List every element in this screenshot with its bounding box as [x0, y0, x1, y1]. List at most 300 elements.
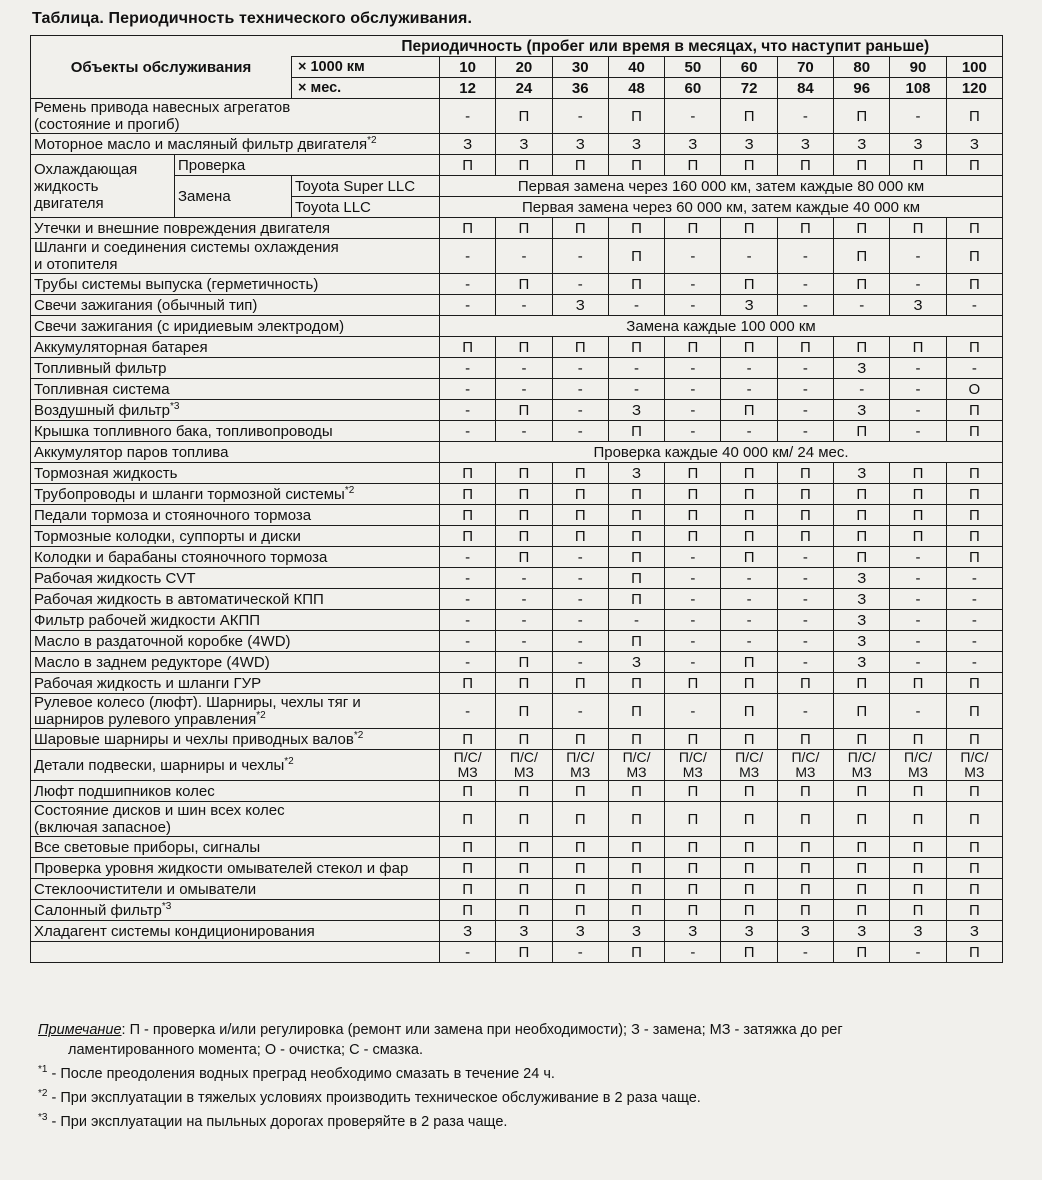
schedule-cell: П — [777, 900, 833, 921]
schedule-cell: П — [608, 155, 664, 176]
schedule-cell: З — [496, 134, 552, 155]
months-unit-label: × мес. — [292, 78, 440, 99]
item-label — [31, 750, 440, 781]
schedule-cell: П — [777, 673, 833, 694]
footnote-mark: *3 — [161, 900, 172, 912]
schedule-cell: П — [496, 652, 552, 673]
schedule-cell: П — [496, 879, 552, 900]
schedule-cell: П — [608, 337, 664, 358]
schedule-cell: П — [834, 781, 890, 802]
item-label — [31, 900, 440, 921]
km-value: 70 — [777, 57, 833, 78]
schedule-cell: - — [552, 568, 608, 589]
schedule-cell: П — [777, 505, 833, 526]
schedule-cell: П — [440, 155, 496, 176]
schedule-cell: П — [552, 673, 608, 694]
schedule-cell: - — [777, 295, 833, 316]
schedule-cell: П — [721, 337, 777, 358]
schedule-cell: П/С/ МЗ — [834, 750, 890, 781]
schedule-cell: П — [834, 673, 890, 694]
schedule-cell: - — [440, 379, 496, 400]
item-label — [31, 442, 440, 463]
schedule-cell: П — [496, 218, 552, 239]
schedule-cell: П — [608, 484, 664, 505]
schedule-cell: П — [890, 781, 946, 802]
schedule-cell: З — [608, 463, 664, 484]
schedule-cell: П — [777, 155, 833, 176]
schedule-cell: П — [552, 858, 608, 879]
schedule-cell: П — [496, 858, 552, 879]
schedule-cell: П — [608, 694, 664, 729]
schedule-cell: П — [946, 942, 1002, 963]
schedule-cell: П — [665, 526, 721, 547]
header-row-period — [31, 36, 1003, 57]
schedule-cell: З — [608, 400, 664, 421]
schedule-cell: З — [946, 134, 1002, 155]
item-label-text: Шаровые шарниры и чехлы приводных валов — [34, 730, 354, 748]
schedule-cell: З — [946, 921, 1002, 942]
schedule-cell: - — [721, 631, 777, 652]
months-value: 60 — [665, 78, 721, 99]
table-row — [31, 694, 1003, 729]
schedule-cell: - — [946, 358, 1002, 379]
schedule-cell: З — [777, 134, 833, 155]
item-label — [31, 484, 440, 505]
schedule-cell: - — [777, 358, 833, 379]
months-value: 108 — [890, 78, 946, 99]
schedule-cell: - — [552, 610, 608, 631]
schedule-cell: П — [721, 547, 777, 568]
footnote-1-text: - После преодоления водных преград необходимо смазать в течение 24 ч. — [47, 1065, 555, 1082]
item-label-text: Воздушный фильтр — [34, 401, 170, 419]
schedule-cell: П — [496, 155, 552, 176]
item-label — [31, 379, 440, 400]
schedule-cell: - — [721, 421, 777, 442]
schedule-cell: З — [721, 134, 777, 155]
period-header: Периодичность (пробег или время в месяцах, что наступит раньше) — [292, 36, 1003, 57]
item-label — [31, 858, 440, 879]
schedule-cell: - — [440, 568, 496, 589]
schedule-cell: - — [946, 295, 1002, 316]
schedule-cell: - — [890, 239, 946, 274]
schedule-cell: П — [721, 505, 777, 526]
schedule-cell: П — [834, 729, 890, 750]
schedule-cell: - — [665, 694, 721, 729]
schedule-cell: З — [834, 568, 890, 589]
km-value: 100 — [946, 57, 1002, 78]
schedule-cell: П — [777, 729, 833, 750]
schedule-cell: - — [777, 379, 833, 400]
table-row — [31, 442, 1003, 463]
schedule-cell: П — [834, 239, 890, 274]
table-row — [31, 610, 1003, 631]
schedule-cell: - — [496, 610, 552, 631]
table-row — [31, 463, 1003, 484]
item-label — [31, 921, 440, 942]
schedule-cell: П — [608, 631, 664, 652]
schedule-cell: - — [440, 942, 496, 963]
schedule-cell: - — [890, 99, 946, 134]
schedule-cell: П — [552, 155, 608, 176]
schedule-cell: П — [946, 729, 1002, 750]
item-label — [31, 547, 440, 568]
schedule-cell: П/С/ МЗ — [777, 750, 833, 781]
schedule-cell: - — [440, 610, 496, 631]
schedule-cell: П — [777, 526, 833, 547]
schedule-cell: - — [440, 274, 496, 295]
schedule-cell: П — [665, 218, 721, 239]
coolant-check-label: Проверка — [175, 155, 440, 176]
table-row — [31, 921, 1003, 942]
schedule-cell: З — [665, 921, 721, 942]
schedule-cell: П — [440, 526, 496, 547]
schedule-cell: П — [721, 484, 777, 505]
schedule-cell: З — [721, 921, 777, 942]
schedule-cell: П — [946, 155, 1002, 176]
item-label — [31, 568, 440, 589]
schedule-cell: П — [834, 484, 890, 505]
schedule-cell: П — [946, 547, 1002, 568]
schedule-cell: П — [946, 400, 1002, 421]
schedule-cell: П/С/ МЗ — [946, 750, 1002, 781]
schedule-cell: З — [777, 921, 833, 942]
table-row — [31, 879, 1003, 900]
item-label-text-2: и отопителя — [34, 256, 118, 273]
schedule-cell: П — [440, 802, 496, 837]
schedule-cell: П — [496, 673, 552, 694]
schedule-cell: П — [946, 781, 1002, 802]
schedule-cell: П — [834, 99, 890, 134]
schedule-cell: П — [777, 879, 833, 900]
schedule-cell: П — [890, 484, 946, 505]
item-label — [31, 134, 440, 155]
km-value: 10 — [440, 57, 496, 78]
footnote-3-text: - При эксплуатации на пыльных дорогах проверяйте в 2 раза чаще. — [47, 1113, 508, 1130]
schedule-cell: П — [496, 337, 552, 358]
schedule-cell: П — [496, 400, 552, 421]
item-label — [31, 295, 440, 316]
schedule-cell: З — [834, 589, 890, 610]
schedule-cell: - — [890, 547, 946, 568]
schedule-cell: - — [665, 568, 721, 589]
item-label-text: Утечки и внешние повреждения двигателя — [34, 219, 331, 237]
schedule-cell: П — [665, 729, 721, 750]
schedule-cell: - — [552, 99, 608, 134]
schedule-cell: - — [721, 568, 777, 589]
schedule-cell: П — [834, 837, 890, 858]
schedule-cell: П — [665, 337, 721, 358]
schedule-cell: - — [890, 358, 946, 379]
schedule-cell: П — [721, 694, 777, 729]
schedule-cell: П — [946, 337, 1002, 358]
schedule-cell: П — [496, 729, 552, 750]
schedule-cell: - — [552, 547, 608, 568]
schedule-cell: - — [777, 99, 833, 134]
schedule-cell: П — [777, 781, 833, 802]
schedule-cell: - — [496, 421, 552, 442]
item-label — [31, 631, 440, 652]
table-row — [31, 484, 1003, 505]
schedule-cell: П — [834, 802, 890, 837]
schedule-cell: - — [946, 589, 1002, 610]
schedule-cell: П — [552, 879, 608, 900]
schedule-cell: - — [890, 400, 946, 421]
schedule-cell: - — [665, 239, 721, 274]
item-label — [31, 400, 440, 421]
item-label — [31, 694, 440, 729]
coolant-label-text: двигателя — [34, 194, 104, 212]
schedule-cell: - — [890, 379, 946, 400]
schedule-cell: П — [721, 400, 777, 421]
item-label — [31, 589, 440, 610]
schedule-cell: - — [890, 694, 946, 729]
schedule-cell: - — [777, 400, 833, 421]
item-label-text: Шланги и соединения системы охлаждения — [34, 239, 339, 256]
schedule-cell: П — [721, 99, 777, 134]
schedule-cell: З — [834, 921, 890, 942]
item-label-text: Аккумулятор паров топлива — [34, 443, 229, 461]
item-label — [31, 673, 440, 694]
schedule-cell: П — [834, 337, 890, 358]
schedule-cell: П/С/ МЗ — [721, 750, 777, 781]
item-label-text: Свечи зажигания (обычный тип) — [34, 296, 258, 314]
table-row — [31, 337, 1003, 358]
item-label — [31, 463, 440, 484]
schedule-cell: П — [665, 484, 721, 505]
schedule-cell: - — [608, 379, 664, 400]
schedule-cell: П — [440, 337, 496, 358]
schedule-cell: - — [496, 239, 552, 274]
schedule-cell: П — [721, 274, 777, 295]
schedule-cell: - — [552, 421, 608, 442]
item-label-text: Рабочая жидкость и шланги ГУР — [34, 674, 262, 692]
table-row — [31, 589, 1003, 610]
schedule-cell: - — [665, 631, 721, 652]
schedule-cell: - — [890, 274, 946, 295]
schedule-cell: П — [946, 858, 1002, 879]
km-value: 50 — [665, 57, 721, 78]
schedule-cell: - — [890, 942, 946, 963]
months-value: 120 — [946, 78, 1002, 99]
schedule-cell: П — [721, 781, 777, 802]
schedule-cell: - — [552, 631, 608, 652]
item-label-text: Салонный фильтр — [34, 901, 162, 919]
schedule-cell: - — [777, 568, 833, 589]
item-label — [31, 802, 440, 837]
schedule-cell: П — [552, 463, 608, 484]
schedule-cell: П — [834, 547, 890, 568]
item-label — [31, 337, 440, 358]
item-label-text: Стеклоочистители и омыватели — [34, 880, 257, 898]
schedule-cell: - — [890, 610, 946, 631]
coolant-replace-label: Замена — [175, 176, 292, 218]
schedule-cell: П — [496, 274, 552, 295]
schedule-cell: - — [552, 400, 608, 421]
schedule-cell: П — [440, 673, 496, 694]
schedule-cell: - — [440, 547, 496, 568]
schedule-cell: П — [496, 526, 552, 547]
super-llc-label: Toyota Super LLC — [292, 176, 440, 197]
schedule-cell: П — [496, 505, 552, 526]
table-row — [31, 316, 1003, 337]
schedule-cell: - — [777, 694, 833, 729]
item-label-text: Фильтр рабочей жидкости АКПП — [34, 611, 261, 629]
schedule-cell: - — [552, 942, 608, 963]
item-label-text-2: (включая запасное) — [34, 819, 171, 836]
schedule-cell: З — [440, 134, 496, 155]
schedule-cell: - — [777, 631, 833, 652]
schedule-cell: П — [834, 694, 890, 729]
item-label-text: Топливная система — [34, 380, 170, 398]
schedule-cell: П — [496, 547, 552, 568]
schedule-cell: П — [440, 837, 496, 858]
schedule-cell: - — [665, 589, 721, 610]
schedule-cell: П — [665, 900, 721, 921]
months-value: 12 — [440, 78, 496, 99]
schedule-cell: - — [721, 358, 777, 379]
schedule-cell: - — [496, 589, 552, 610]
schedule-cell: П — [440, 858, 496, 879]
item-label-text: Ремень привода навесных агрегатов — [34, 99, 291, 116]
schedule-cell: П — [946, 802, 1002, 837]
schedule-cell: - — [608, 295, 664, 316]
schedule-cell: - — [665, 99, 721, 134]
schedule-cell: П — [834, 155, 890, 176]
notes — [38, 1020, 1028, 1131]
schedule-cell: П — [608, 526, 664, 547]
schedule-cell: П — [721, 802, 777, 837]
schedule-cell: П — [608, 274, 664, 295]
footnote-mark: *2 — [284, 755, 294, 767]
schedule-cell: П — [834, 879, 890, 900]
schedule-cell: П — [440, 218, 496, 239]
schedule-cell: П — [440, 781, 496, 802]
schedule-cell: П — [496, 900, 552, 921]
schedule-cell: П — [608, 900, 664, 921]
objects-header: Объекты обслуживания — [31, 36, 292, 99]
schedule-cell: З — [834, 610, 890, 631]
schedule-cell: П — [552, 837, 608, 858]
schedule-cell: З — [552, 295, 608, 316]
months-value: 96 — [834, 78, 890, 99]
table-row — [31, 568, 1003, 589]
item-label-text: Крышка топливного бака, топливопроводы — [34, 422, 333, 440]
km-value: 30 — [552, 57, 608, 78]
schedule-cell: П/С/ МЗ — [496, 750, 552, 781]
schedule-cell: - — [890, 421, 946, 442]
footnote-mark: *2 — [367, 134, 377, 146]
schedule-cell: П — [665, 673, 721, 694]
schedule-cell: З — [834, 358, 890, 379]
schedule-cell: П — [890, 463, 946, 484]
schedule-cell: - — [777, 610, 833, 631]
schedule-cell: П — [777, 337, 833, 358]
schedule-cell: - — [834, 295, 890, 316]
schedule-cell: - — [440, 652, 496, 673]
km-value: 20 — [496, 57, 552, 78]
notes-legend: : П - проверка и/или регулировка (ремонт или замена при необходимости); З - замена; МЗ - затяжка до рег — [121, 1022, 843, 1038]
schedule-cell: П — [608, 421, 664, 442]
schedule-cell: П — [440, 879, 496, 900]
schedule-cell: П — [777, 218, 833, 239]
schedule-cell: П — [721, 673, 777, 694]
schedule-cell: - — [440, 400, 496, 421]
schedule-cell: - — [440, 589, 496, 610]
schedule-cell: - — [890, 568, 946, 589]
coolant-label — [31, 155, 175, 218]
schedule-cell: П — [946, 218, 1002, 239]
schedule-cell: П — [721, 900, 777, 921]
schedule-cell: - — [946, 610, 1002, 631]
schedule-cell: П — [496, 694, 552, 729]
item-label-text: Тормозная жидкость — [34, 464, 178, 482]
schedule-cell: П — [946, 99, 1002, 134]
months-value: 24 — [496, 78, 552, 99]
schedule-cell: - — [777, 421, 833, 442]
super-llc-interval: Первая замена через 160 000 км, затем каждые 80 000 км — [440, 176, 1003, 197]
schedule-cell: П — [834, 942, 890, 963]
schedule-cell: З — [552, 921, 608, 942]
schedule-cell: П — [496, 781, 552, 802]
schedule-cell: З — [665, 134, 721, 155]
schedule-cell: П — [890, 858, 946, 879]
schedule-cell: П — [890, 837, 946, 858]
schedule-cell: - — [665, 379, 721, 400]
item-label-text: Моторное масло и масляный фильтр двигателя — [34, 135, 368, 153]
item-label-text: Детали подвески, шарниры и чехлы — [34, 756, 285, 774]
schedule-cell: З — [890, 921, 946, 942]
footnote-2-mark: *2 — [38, 1087, 48, 1099]
schedule-cell: - — [440, 295, 496, 316]
schedule-cell: П — [834, 858, 890, 879]
footnote-mark: *2 — [344, 484, 355, 496]
schedule-cell: - — [665, 400, 721, 421]
schedule-cell: П — [665, 781, 721, 802]
schedule-cell: - — [608, 358, 664, 379]
schedule-cell: З — [834, 400, 890, 421]
schedule-cell: П — [608, 673, 664, 694]
table-row — [31, 400, 1003, 421]
item-label-text: Масло в раздаточной коробке (4WD) — [34, 632, 291, 650]
llc-label: Toyota LLC — [292, 197, 440, 218]
footnote-3-mark: *3 — [38, 1111, 48, 1123]
schedule-cell: П/С/ МЗ — [665, 750, 721, 781]
months-value: 72 — [721, 78, 777, 99]
table-row — [31, 729, 1003, 750]
schedule-cell: П — [721, 218, 777, 239]
table-row — [31, 781, 1003, 802]
item-label — [31, 526, 440, 547]
schedule-cell: - — [721, 239, 777, 274]
item-label — [31, 879, 440, 900]
schedule-cell: П — [552, 729, 608, 750]
km-value: 40 — [608, 57, 664, 78]
schedule-cell: З — [721, 295, 777, 316]
schedule-cell: П — [552, 526, 608, 547]
schedule-cell: П — [834, 900, 890, 921]
schedule-cell: - — [665, 421, 721, 442]
table-row — [31, 526, 1003, 547]
schedule-cell: - — [440, 358, 496, 379]
schedule-cell: П — [721, 729, 777, 750]
schedule-cell: П — [890, 900, 946, 921]
schedule-cell: - — [552, 589, 608, 610]
schedule-cell: - — [721, 610, 777, 631]
schedule-cell: П — [721, 942, 777, 963]
table-row — [31, 858, 1003, 879]
schedule-cell: П — [496, 99, 552, 134]
schedule-cell: П — [946, 526, 1002, 547]
